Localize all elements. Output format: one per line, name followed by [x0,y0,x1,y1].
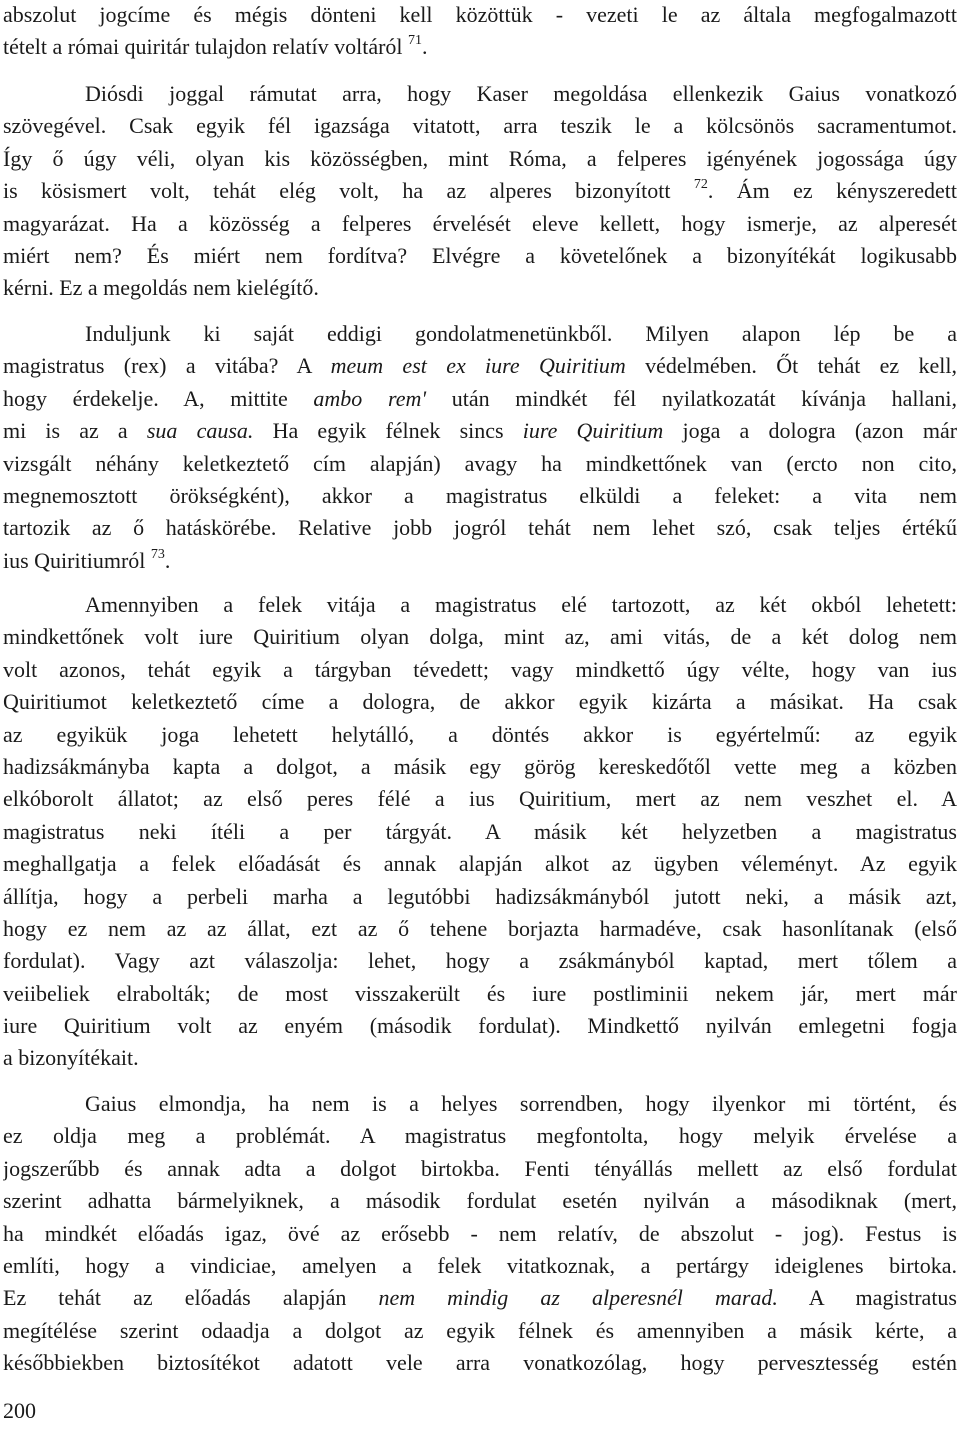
text-line: mindkettőnek volt iure Quiritium olyan dolga, mint az, ami vitás, de a két dolog nem [3,624,957,650]
italic-text: nem mindig az alperesnél marad. [378,1285,778,1311]
text-line: megnemosztott örökségként), akkor a magistratus elküldi a feleket: a vita nem [3,482,957,508]
text-run: hogy érdekelje. A, mittite [3,385,288,411]
text-line: az egyikük joga lehetett helytálló, a döntés akkor is egyértelmű: az egyik [3,721,957,747]
text-line: Így ő úgy véli, olyan kis közösségben, mint Róma, a felperes igényének jogossága úgy [3,145,957,171]
text-run: joga a dologra (azon már [682,418,957,444]
text-line: vizsgált néhány keletkeztető cím alapján) avagy ha mindkettőnek van (ercto non cito, [3,450,957,476]
text-line: szövegével. Csak egyik fél igazsága vitatott, arra teszik le a kölcsönös sacramentumot. [3,113,957,139]
text-line: magyarázat. Ha a közösség a felperes érvelését eleve kellett, hogy ismerje, az alperesét [3,210,957,236]
text-line: Gaius elmondja, ha nem is a helyes sorrendben, hogy ilyenkor mi történt, és [85,1091,957,1116]
footnote-ref-73: 73 [150,546,165,562]
text-line: veiibeliek elrabolták; de most visszakerült és iure postliminii nekem jár, mert már [3,980,957,1006]
text-line: Diósdi joggal rámutat arra, hogy Kaser megoldása ellenkezik Gaius vonatkozó [85,81,957,106]
paragraph-3 [3,318,957,577]
text-line [3,31,957,63]
text-line [3,350,957,382]
text-line: későbbiekben biztosítékot adatott vele arra vonatkozólag, hogy pervesztesség estén [3,1350,957,1376]
text-run: Ha egyik félnek sincs [272,418,504,444]
text-line: szerint adhatta bármelyiknek, a második fordulat esetén nyilván a másodiknak (mert, [3,1188,957,1214]
text-line: említi, hogy a vindiciae, amelyen a felek vitatkoznak, a pertárgy ideiglenes birtoka. [3,1252,957,1278]
paragraph-5 [3,1088,957,1380]
italic-text: ambo rem' [313,385,427,411]
text-run: ius Quiritiumról [3,547,146,573]
italic-text: iure Quiritium [522,418,664,444]
text-run: magistratus (rex) a vitába? A [3,353,312,379]
text-run: . [422,34,428,60]
text-line: a bizonyítékait. [3,1045,139,1071]
text-line [3,1282,957,1314]
text-line [3,175,957,207]
text-run: is kösismert volt, tehát elég volt, ha az alperes bizonyított [3,178,671,204]
text-line: magistratus neki ítéli a per tárgyát. A másik két helyzetben a magistratus [3,818,957,844]
italic-text: meum est ex iure Quiritium [330,353,626,379]
text-line: kérni. Ez a megoldás nem kielégítő. [3,275,319,301]
footnote-ref-71: 71 [408,33,423,49]
paragraph-4 [3,589,957,1075]
text-line: fordulat). Vagy azt válaszolja: lehet, hogy a zsákmányból kaptad, mert tőlem a [3,948,957,974]
text-run: után mindkét fél nyilatkozatát kívánja hallani, [451,385,957,411]
text-run: A magistratus [808,1285,957,1311]
text-run: . Ám ez kényszeredett [707,178,957,204]
text-run: mi is az a [3,418,128,444]
text-line: jogszerűbb és annak adta a dolgot birtokba. Fenti tényállás mellett az első fordulat [3,1155,957,1181]
text-line: állítja, hogy a perbeli marha a legutóbbi hadizsákmányból jutott neki, a másik azt, [3,883,957,909]
paragraph-1 [3,0,957,64]
paragraph-2 [3,78,957,305]
text-run: Ez tehát az előadás alapján [3,1285,347,1311]
text-line: tartozik az ő hatáskörébe. Relative jobb jogról tehát nem lehet szó, csak teljes értékű [3,515,957,541]
text-line: ez oldja meg a problémát. A magistratus megfontolta, hogy melyik érvelése a [3,1123,957,1149]
text-line: miért nem? És miért nem fordítva? Elvégre a követelőnek a bizonyítékát logikusabb [3,242,957,268]
italic-text: sua causa. [146,418,254,444]
text-line: iure Quiritium volt az enyém (második fordulat). Mindkettő nyilván emlegetni fogja [3,1013,957,1039]
text-run: védelmében. Őt tehát ez kell, [645,353,957,379]
text-line: Quiritiumot keletkeztető címe a dologra, de akkor egyik kizárta a másikat. Ha csak [3,689,957,715]
text-line [3,383,957,415]
text-line: ha mindkét előadás igaz, övé az erősebb - nem relatív, de abszolut - jog). Festus is [3,1220,957,1246]
text-run: tételt a római quiritár tulajdon relatív voltáról [3,34,403,60]
footnote-ref-72: 72 [693,177,708,193]
text-line: Induljunk ki saját eddigi gondolatmenetünkből. Milyen alapon lép be a [85,321,957,346]
text-run: . [164,547,171,573]
text-line: elkóborolt állatot; az első peres félé a ius Quiritium, mert az nem veszhet el. A [3,786,957,812]
text-line: Amennyiben a felek vitája a magistratus elé tartozott, az két okból lehetett: [85,592,957,617]
page-number: 200 [3,1398,36,1423]
text-line [3,545,957,577]
text-line: abszolut jogcíme és mégis dönteni kell közöttük - vezeti le az általa megfogalmazott [3,2,957,27]
text-line: hadizsákmányba kapta a dolgot, a másik egy görög kereskedőtől vette meg a közben [3,753,957,779]
text-line: megítélése szerint odaadja a dolgot az egyik félnek és amennyiben a másik kérte, a [3,1317,957,1343]
text-line [3,415,957,447]
text-line: meghallgatja a felek előadását és annak alapján alkot az ügyben véleményt. Az egyik [3,851,957,877]
text-line: hogy ez nem az az állat, ezt az ő tehene borjazta harmadéve, csak hasonlítanak (első [3,915,957,941]
text-line: volt azonos, tehát egyik a tárgyban tévedett; vagy mindkettő úgy vélte, hogy van ius [3,656,957,682]
